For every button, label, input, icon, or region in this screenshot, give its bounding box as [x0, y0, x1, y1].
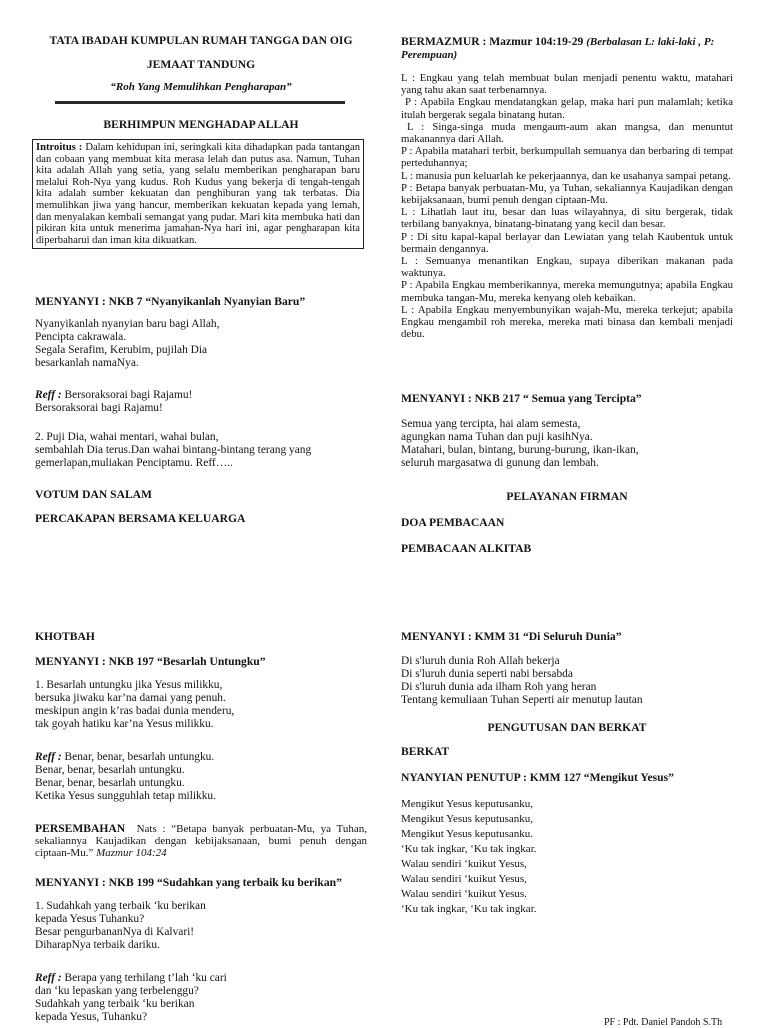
lyric-line: dan ‘ku lepaskan yang terbelenggu?	[35, 985, 199, 997]
kmm127-heading: NYANYIAN PENUTUP : KMM 127 “Mengikut Yesus”	[401, 771, 674, 784]
lyric-line: Walau sendiri ‘kuikut Yesus.	[401, 888, 527, 900]
header-title-line1: TATA IBADAH KUMPULAN RUMAH TANGGA DAN OIG	[49, 34, 353, 47]
doa-heading: DOA PEMBACAAN	[401, 516, 505, 529]
persembahan-ref: Mazmur 104:24	[96, 847, 167, 859]
persembahan-block	[35, 823, 367, 859]
nkb7-verse1	[35, 318, 219, 370]
persembahan-text: Nats : “Betapa banyak perbuatan-Mu, ya Tuhan, sekaliannya Kaujadikan dengan kebijaksanaan, bumi penuh dengan ciptaan-Mu.”	[35, 823, 367, 859]
lyric-line: ‘Ku tak ingkar, ‘Ku tak ingkar.	[401, 843, 537, 855]
kmm31-verse	[401, 655, 643, 707]
psalm-line: L : Lihatlah laut itu, besar dan luas wilayahnya, di situ bergerak, tidak terbilang banyaknya, binatang-binatang yang kecil dan besar.	[401, 206, 733, 231]
pembacaan-heading: PEMBACAAN ALKITAB	[401, 542, 532, 555]
lyric-line: besarkanlah namaNya.	[35, 357, 139, 369]
psalm-line: P : Di situ kapal-kapal berlayar dan Lewiatan yang telah Kaubentuk untuk bermain dengannya.	[401, 230, 733, 255]
lyric-line: 1. Besarlah untungku jika Yesus milikku,	[35, 679, 223, 691]
psalm-line: P : Apabila Engkau memberikannya, mereka memungutnya; apabila Engkau membuka tangan-Mu, mereka kenyang oleh kebaikan.	[401, 279, 733, 304]
lyric-line: Ketika Yesus sungguhlah tetap milikku.	[35, 790, 216, 802]
psalm-line: L : Semuanya menantikan Engkau, supaya diberikan makanan pada waktunya.	[401, 255, 733, 280]
lyric-line: Di s'luruh dunia Roh Allah bekerja	[401, 655, 560, 667]
nkb199-heading: MENYANYI : NKB 199 “Sudahkan yang terbaik ku berikan”	[35, 876, 342, 889]
lyric-line: Besar pengurbananNya di Kalvari!	[35, 926, 195, 938]
lyric-line: sembahlah Dia terus.Dan wahai bintang-bintang terang yang	[35, 444, 312, 456]
lyric-line: Berapa yang terhilang t’lah ‘ku cari	[64, 972, 227, 984]
lyric-line: Sudahkah yang terbaik ‘ku berikan	[35, 998, 195, 1010]
nkb217-heading: MENYANYI : NKB 217 “ Semua yang Tercipta”	[401, 392, 642, 405]
header-theme: “Roh Yang Memulihkan Pengharapan”	[110, 81, 292, 93]
footer-credit: PF : Pdt. Daniel Pandoh S.Th	[604, 1017, 723, 1028]
nkb7-heading: MENYANYI : NKB 7 “Nyanyikanlah Nyanyian Baru”	[35, 295, 306, 308]
nkb7-reff	[35, 389, 192, 415]
nkb197-verse	[35, 679, 234, 731]
pengutusan-heading: PENGUTUSAN DAN BERKAT	[487, 721, 647, 734]
lyric-line: tak goyah hatiku kar’na Yesus milikku.	[35, 718, 214, 730]
bermazmur-heading: BERMAZMUR : Mazmur 104:19-29	[401, 35, 584, 48]
nkb197-reff	[35, 751, 216, 803]
lyric-line: 1. Sudahkah yang terbaik ‘ku berikan	[35, 900, 206, 912]
reff-label: Reff :	[35, 389, 62, 401]
psalm-line: L : manusia pun keluarlah ke pekerjaannya, dan ke usahanya sampai petang.	[401, 169, 731, 182]
left-column-content	[35, 0, 367, 1024]
lyric-line: agungkan nama Tuhan dan puji kasihNya.	[401, 431, 593, 443]
persembahan-label: PERSEMBAHAN	[35, 822, 126, 835]
lyric-line: Benar, benar, besarlah untungku.	[35, 764, 185, 776]
nkb7-verse2	[35, 431, 311, 470]
nkb199-reff	[35, 972, 227, 1024]
psalm-line: L : Engkau yang telah membuat bulan menjadi penentu waktu, matahari yang tahu akan saat terbenamnya.	[401, 72, 733, 97]
nkb199-verse	[35, 900, 206, 952]
psalm-line: P : Apabila Engkau mendatangkan gelap, maka hari pun malamlah; ketika itulah bergerak segala binatang hutan.	[401, 96, 733, 121]
lyric-line: Pencipta cakrawala.	[35, 331, 127, 343]
nkb217-verse	[401, 418, 639, 470]
lyric-line: Matahari, bulan, bintang, burung-burung, ikan-ikan,	[401, 444, 639, 456]
introitus-label: Introitus :	[36, 142, 83, 153]
lyric-line: DiharapNya terbaik dariku.	[35, 939, 160, 951]
lyric-line: kepada Yesus, Tuhanku?	[35, 1011, 148, 1023]
psalm-line: P : Betapa banyak perbuatan-Mu, ya Tuhan, sekaliannya Kaujadikan dengan kebijaksanaan, bumi penuh dengan ciptaan-Mu.	[401, 181, 733, 207]
section-berhimpun: BERHIMPUN MENGHADAP ALLAH	[103, 118, 299, 131]
lyric-line: Di s'luruh dunia ada ilham Roh yang heran	[401, 681, 597, 693]
lyric-line: bersuka jiwaku kar’na damai yang penuh.	[35, 692, 226, 704]
berkat-heading: BERKAT	[401, 745, 450, 758]
psalm-line: P : Apabila matahari terbit, berkumpullah semuanya dan berbaring di tempat perteduhannya;	[401, 145, 733, 170]
reff-label: Reff :	[35, 751, 62, 763]
lyric-line: Semua yang tercipta, hai alam semesta,	[401, 418, 581, 430]
lyric-line: Mengikut Yesus keputusanku,	[401, 798, 534, 810]
kmm127-verse	[401, 797, 537, 917]
khotbah-heading: KHOTBAH	[35, 630, 95, 643]
header-title-line2: JEMAAT TANDUNG	[146, 58, 256, 71]
right-column	[401, 0, 733, 1024]
lyric-line: gemerlapan,muliakan Penciptamu. Reff…..	[35, 457, 233, 469]
lyric-line: Benar, benar, besarlah untungku.	[64, 751, 215, 763]
lyric-line: Walau sendiri ‘kuikut Yesus,	[401, 873, 527, 885]
psalm-line: L : Singa-singa muda mengaum-aum akan mangsa, dan menuntut makanannya dari Allah.	[401, 120, 733, 146]
lyric-line: Mengikut Yesus keputusanku.	[401, 828, 534, 840]
lyric-line: kepada Yesus Tuhanku?	[35, 913, 145, 925]
lyric-line: Bersoraksorai bagi Rajamu!	[35, 402, 163, 414]
lyric-line: Segala Serafim, Kerubim, pujilah Dia	[35, 344, 208, 356]
pelayanan-heading: PELAYANAN FIRMAN	[506, 490, 628, 503]
lyric-line: Mengikut Yesus keputusanku,	[401, 813, 534, 825]
lyric-line: Bersoraksorai bagi Rajamu!	[64, 389, 193, 401]
reff-label: Reff :	[35, 972, 62, 984]
lyric-line: ‘Ku tak ingkar, ‘Ku tak ingkar.	[401, 903, 537, 915]
lyric-line: Walau sendiri ‘kuikut Yesus,	[401, 858, 527, 870]
psalm-line: L : Apabila Engkau menyembunyikan wajah-Mu, mereka terkejut; apabila Engkau mengambil roh mereka, mereka mati binasa dan kembali menjadi debu.	[401, 303, 733, 341]
bermazmur-note: (Berbalasan L: laki-laki , P: Perempuan)	[401, 36, 715, 61]
lyric-line: seluruh margasatwa di gunung dan lembah.	[401, 457, 599, 469]
lyric-line: Benar, benar, besarlah untungku.	[35, 777, 185, 789]
lyric-line: 2. Puji Dia, wahai mentari, wahai bulan,	[35, 431, 219, 443]
lyric-line: Tentang kemuliaan Tuhan Seperti air menutup lautan	[401, 694, 643, 706]
introitus-box	[32, 139, 364, 249]
lyric-line: Nyanyikanlah nyanyian baru bagi Allah,	[35, 318, 220, 330]
votum-heading: VOTUM DAN SALAM	[35, 488, 152, 501]
percakapan-heading: PERCAKAPAN BERSAMA KELUARGA	[35, 512, 246, 525]
psalm-responsive	[401, 72, 733, 340]
nkb197-heading: MENYANYI : NKB 197 “Besarlah Untungku”	[35, 655, 266, 668]
lyric-line: Di s'luruh dunia seperti nabi bersabda	[401, 668, 573, 680]
bermazmur-heading-block	[401, 35, 733, 62]
lyric-line: meskipun angin k’ras badai dunia menderu,	[35, 705, 235, 717]
introitus-text: Dalam kehidupan ini, seringkali kita dihadapkan pada tantangan dan cobaan yang membuat kita merasa lelah dan putus asa. Namun, Tuhan kita adalah Allah yang setia, yang selalu memberikan pengharapan baru melalui Roh-Nya yang kudus. Roh Kudus yang bekerja di tengah-tengah kita adalah sumber kekuatan dan penghiburan yang tak terbatas. Dia memulihkan jiwa yang hancur, memberikan kekuatan kepada yang lemah, dan menyalakan kembali semangat yang pudar. Mari kita membuka hati dan pikiran kita untuk menerima jamahan-Nya hari ini, agar pengharapan kita diperbaharui dan iman kita dikuatkan.	[36, 142, 360, 246]
kmm31-heading: MENYANYI : KMM 31 “Di Seluruh Dunia”	[401, 630, 622, 643]
